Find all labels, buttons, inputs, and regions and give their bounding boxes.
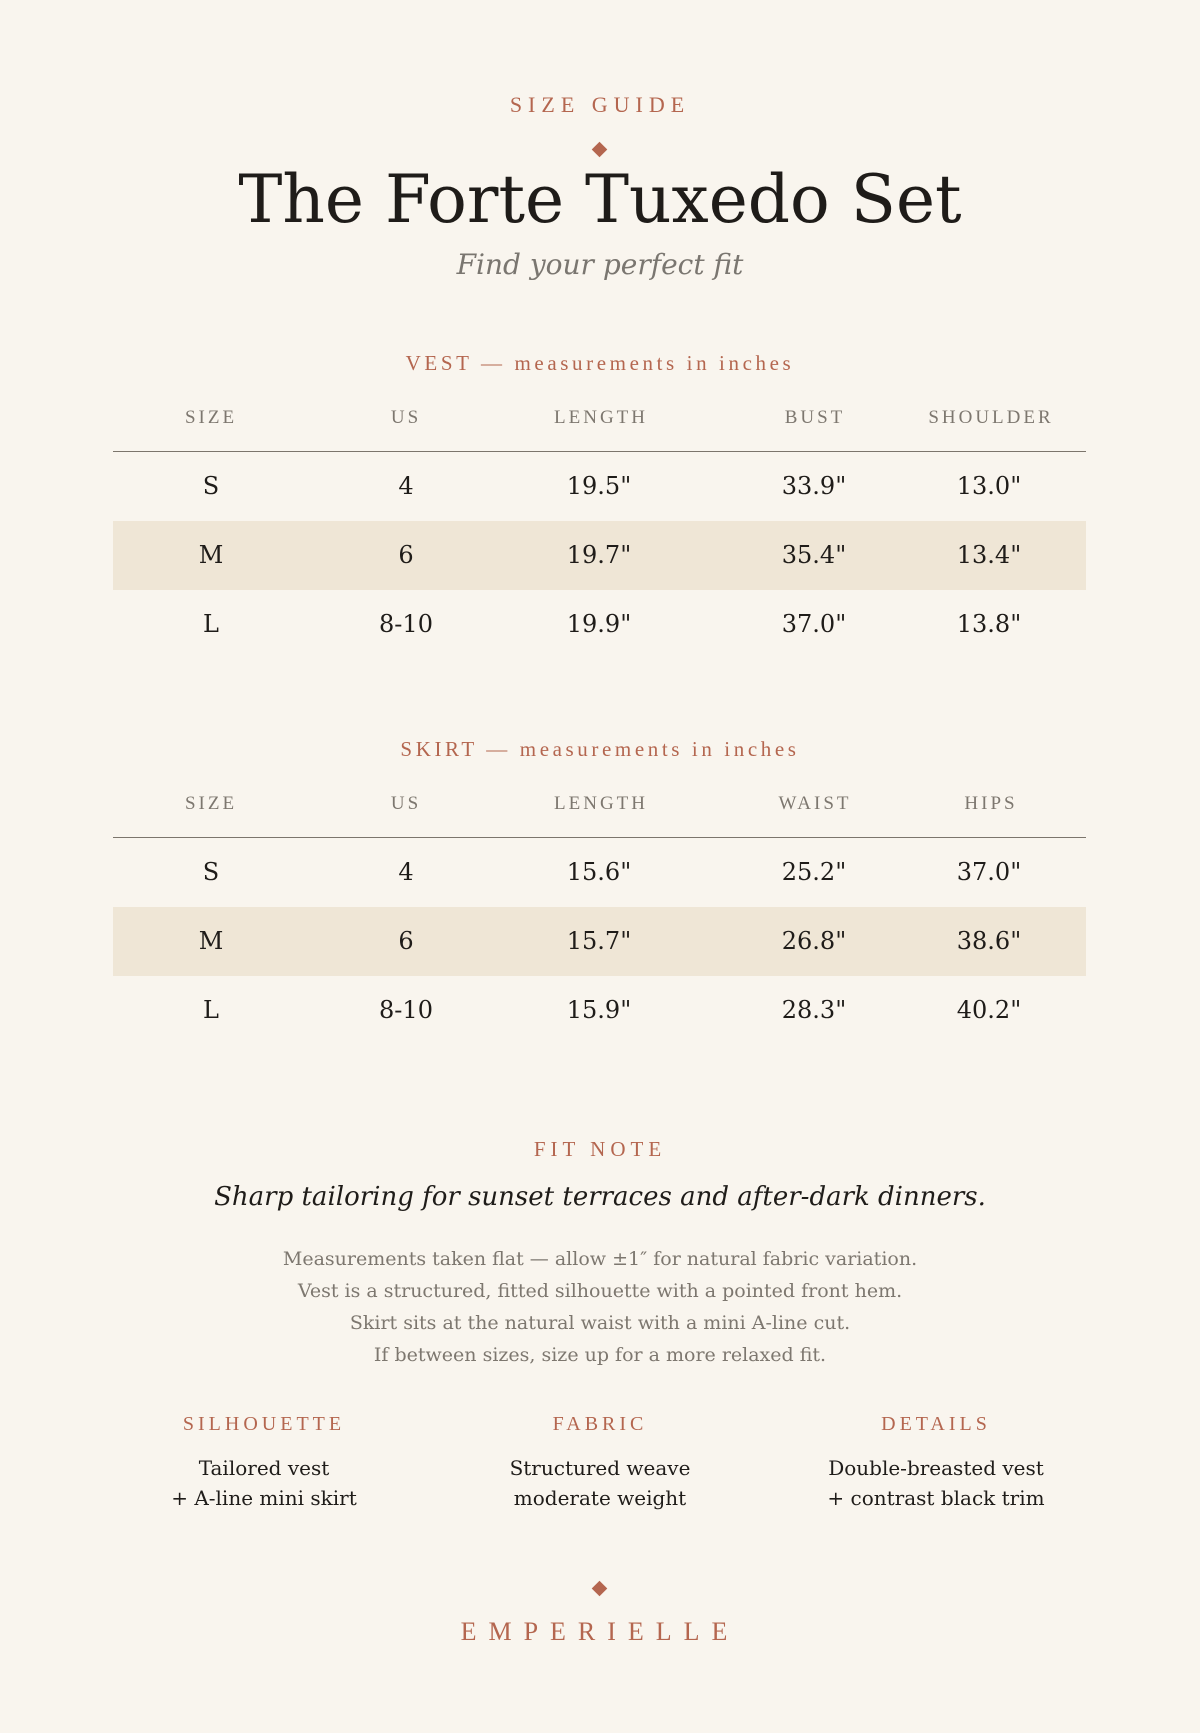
feature-line: moderate weight <box>513 1486 687 1510</box>
cell-size: M <box>198 927 224 955</box>
cell-us: 4 <box>398 472 414 500</box>
column-header-length: LENGTH <box>554 407 648 428</box>
column-header-us: US <box>390 793 422 814</box>
cell-waist: 26.8" <box>781 927 847 955</box>
column-header-size: SIZE <box>184 793 238 814</box>
column-header-size: SIZE <box>184 407 238 428</box>
fit-note-line: If between sizes, size up for a more relaxed fit. <box>373 1344 827 1366</box>
fit-note-body <box>0 1243 1200 1371</box>
cell-length: 15.7" <box>566 927 632 955</box>
diamond-ornament-icon <box>592 142 608 158</box>
cell-length: 15.9" <box>566 996 632 1024</box>
fit-note-line: Skirt sits at the natural waist with a mini A-line cut. <box>349 1312 851 1334</box>
cell-us: 8-10 <box>379 996 433 1024</box>
cell-bust: 33.9" <box>781 472 847 500</box>
column-header-us: US <box>390 407 422 428</box>
skirt-section-heading: SKIRT — measurements in inches <box>400 737 800 761</box>
table-row <box>113 976 1086 1045</box>
cell-us: 4 <box>398 858 414 886</box>
page-title: The Forte Tuxedo Set <box>238 161 962 238</box>
brand-wordmark: EMPERIELLE <box>460 1617 740 1646</box>
feature-label: FABRIC <box>552 1413 648 1435</box>
cell-size: L <box>203 996 219 1024</box>
cell-hips: 38.6" <box>956 927 1022 955</box>
cell-hips: 40.2" <box>956 996 1022 1024</box>
eyebrow-label: SIZE GUIDE <box>509 92 691 117</box>
vest-size-table <box>113 395 1086 659</box>
cell-bust: 37.0" <box>781 610 847 638</box>
skirt-table-header <box>113 781 1086 838</box>
cell-length: 19.7" <box>566 541 632 569</box>
fit-note-lead: Sharp tailoring for sunset terraces and after-dark dinners. <box>214 1182 986 1212</box>
cell-length: 15.6" <box>566 858 632 886</box>
feature-line: Structured weave <box>509 1456 691 1480</box>
cell-bust: 35.4" <box>781 541 847 569</box>
table-row <box>113 907 1086 976</box>
cell-shoulder: 13.4" <box>956 541 1022 569</box>
vest-table-header <box>113 395 1086 452</box>
cell-size: M <box>198 541 224 569</box>
column-header-waist: WAIST <box>778 793 852 814</box>
table-row <box>113 452 1086 521</box>
feature-line: Double-breasted vest <box>828 1456 1044 1480</box>
cell-us: 8-10 <box>379 610 433 638</box>
cell-us: 6 <box>398 927 414 955</box>
feature-line: + contrast black trim <box>827 1486 1045 1510</box>
feature-label: SILHOUETTE <box>182 1413 346 1435</box>
feature-line: Tailored vest <box>198 1456 330 1480</box>
feature-details <box>766 1413 1106 1513</box>
feature-silhouette <box>94 1413 434 1513</box>
feature-label: DETAILS <box>881 1413 991 1435</box>
cell-us: 6 <box>398 541 414 569</box>
cell-waist: 28.3" <box>781 996 847 1024</box>
cell-size: S <box>202 858 220 886</box>
column-header-bust: BUST <box>784 407 846 428</box>
cell-length: 19.9" <box>566 610 632 638</box>
cell-shoulder: 13.8" <box>956 610 1022 638</box>
diamond-ornament-icon <box>592 1581 608 1597</box>
column-header-shoulder: SHOULDER <box>928 407 1054 428</box>
cell-waist: 25.2" <box>781 858 847 886</box>
fit-note-label: FIT NOTE <box>533 1137 667 1161</box>
table-row <box>113 838 1086 907</box>
feature-line: + A-line mini skirt <box>171 1486 357 1510</box>
cell-hips: 37.0" <box>956 858 1022 886</box>
skirt-size-table <box>113 781 1086 1045</box>
table-row <box>113 521 1086 590</box>
column-header-hips: HIPS <box>964 793 1018 814</box>
cell-length: 19.5" <box>566 472 632 500</box>
cell-size: S <box>202 472 220 500</box>
page-subtitle: Find your perfect fit <box>456 248 744 281</box>
fit-note-line: Measurements taken flat — allow ±1″ for natural fabric variation. <box>282 1248 918 1270</box>
fit-note-line: Vest is a structured, fitted silhouette with a pointed front hem. <box>297 1280 903 1302</box>
cell-shoulder: 13.0" <box>956 472 1022 500</box>
column-header-length: LENGTH <box>554 793 648 814</box>
feature-fabric <box>430 1413 770 1513</box>
vest-section-heading: VEST — measurements in inches <box>405 351 795 375</box>
table-row <box>113 590 1086 659</box>
cell-size: L <box>203 610 219 638</box>
